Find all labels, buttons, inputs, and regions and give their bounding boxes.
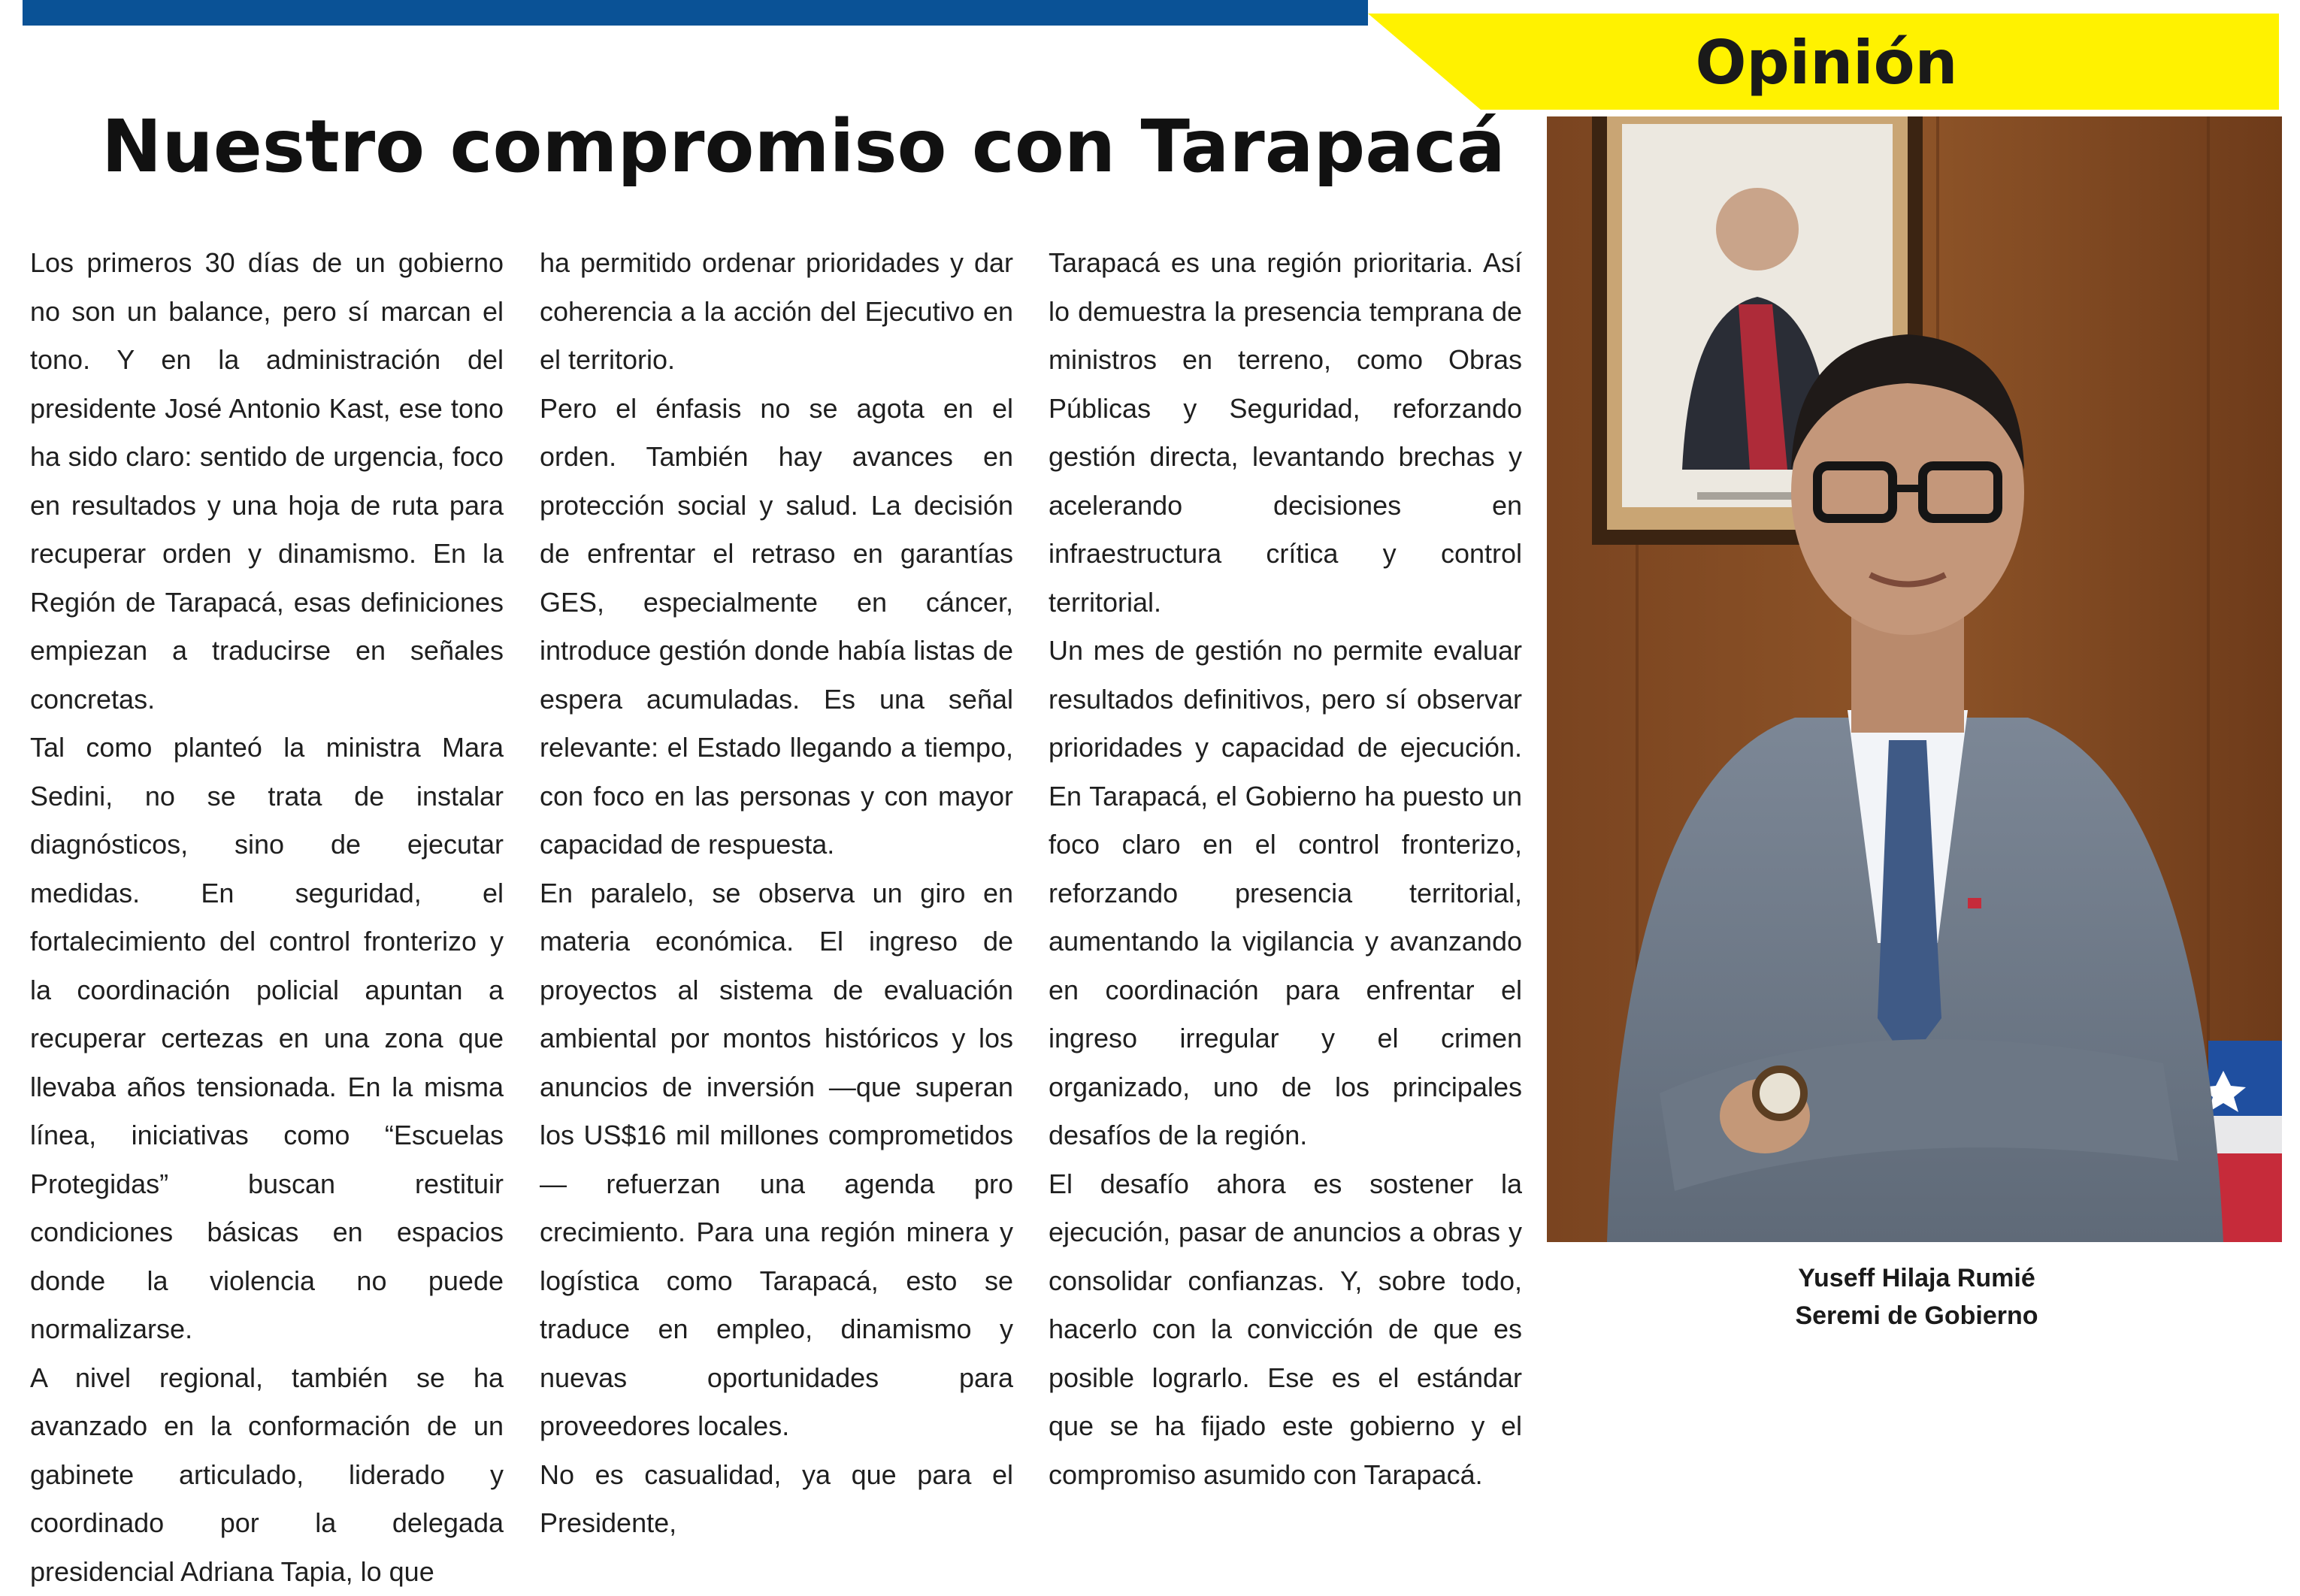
paragraph: ha permitido ordenar prioridades y dar coherencia a la acción del Ejecutivo en el territorio. — [540, 239, 1013, 385]
author-caption — [1654, 1259, 2180, 1335]
article-column-1 — [30, 239, 504, 1596]
paragraph: En paralelo, se observa un giro en materia económica. El ingreso de proyectos al sistema de evaluación ambiental por montos históricos y los anuncios de inversión —que superan los US$16 mil millones comprometidos— refuerzan una agenda pro crecimiento. Para una región minera y logística como Tarapacá, esto se traduce en empleo, dinamismo y nuevas oportunidades para proveedores locales. — [540, 869, 1013, 1451]
paragraph: No es casualidad, ya que para el Presidente, — [540, 1451, 1013, 1548]
paragraph: A nivel regional, también se ha avanzado en la conformación de un gabinete articulado, liderado y coordinado por la delegada presidencial Adriana Tapia, lo que — [30, 1354, 504, 1596]
article-column-3 — [1049, 239, 1522, 1499]
paragraph: Los primeros 30 días de un gobierno no son un balance, pero sí marcan el tono. Y en la administración del presidente José Antonio Kast, ese tono ha sido claro: sentido de urgencia, foco en resultados y una hoja de ruta para recuperar orden y dinamismo. En la Región de Tarapacá, esas definiciones empiezan a traducirse en señales concretas. — [30, 239, 504, 724]
paragraph: El desafío ahora es sostener la ejecución, pasar de anuncios a obras y consolidar confianzas. Y, sobre todo, hacerlo con la convicción de que es posible lograrlo. Ese es el estándar que se ha fijado este gobierno y el compromiso asumido con Tarapacá. — [1049, 1160, 1522, 1500]
article-column-2 — [540, 239, 1013, 1548]
author-name: Yuseff Hilaja Rumié — [1654, 1259, 2180, 1297]
paragraph: Tal como planteó la ministra Mara Sedini, no se trata de instalar diagnósticos, sino de ejecutar medidas. En seguridad, el fortalecimiento del control fronterizo y la coordinación policial apuntan a recuperar certezas en una zona que llevaba años tensionada. En la misma línea, iniciativas como “Escuelas Protegidas” buscan restituir condiciones básicas en espacios donde la violencia no puede normalizarse. — [30, 724, 504, 1354]
author-photo — [1547, 116, 2282, 1242]
paragraph: Pero el énfasis no se agota en el orden. También hay avances en protección social y salud. La decisión de enfrentar el retraso en garantías GES, especialmente en cáncer, introduce gestión donde había listas de espera acumuladas. Es una señal relevante: el Estado llegando a tiempo, con foco en las personas y con mayor capacidad de respuesta. — [540, 385, 1013, 869]
author-role: Seremi de Gobierno — [1654, 1297, 2180, 1335]
section-label: Opinión — [1631, 21, 2022, 104]
header-bar — [23, 0, 1368, 26]
article-headline: Nuestro compromiso con Tarapacá — [101, 90, 1379, 203]
paragraph: Tarapacá es una región prioritaria. Así lo demuestra la presencia temprana de ministros en terreno, como Obras Públicas y Seguridad, reforzando gestión directa, levantando brechas y acelerando decisiones en infraestructura crítica y control territorial. — [1049, 239, 1522, 627]
paragraph: Un mes de gestión no permite evaluar resultados definitivos, pero sí observar prioridades y capacidad de ejecución. En Tarapacá, el Gobierno ha puesto un foco claro en el control fronterizo, reforzando presencia territorial, aumentando la vigilancia y avanzando en coordinación para enfrentar el ingreso irregular y el crimen organizado, uno de los principales desafíos de la región. — [1049, 627, 1522, 1160]
